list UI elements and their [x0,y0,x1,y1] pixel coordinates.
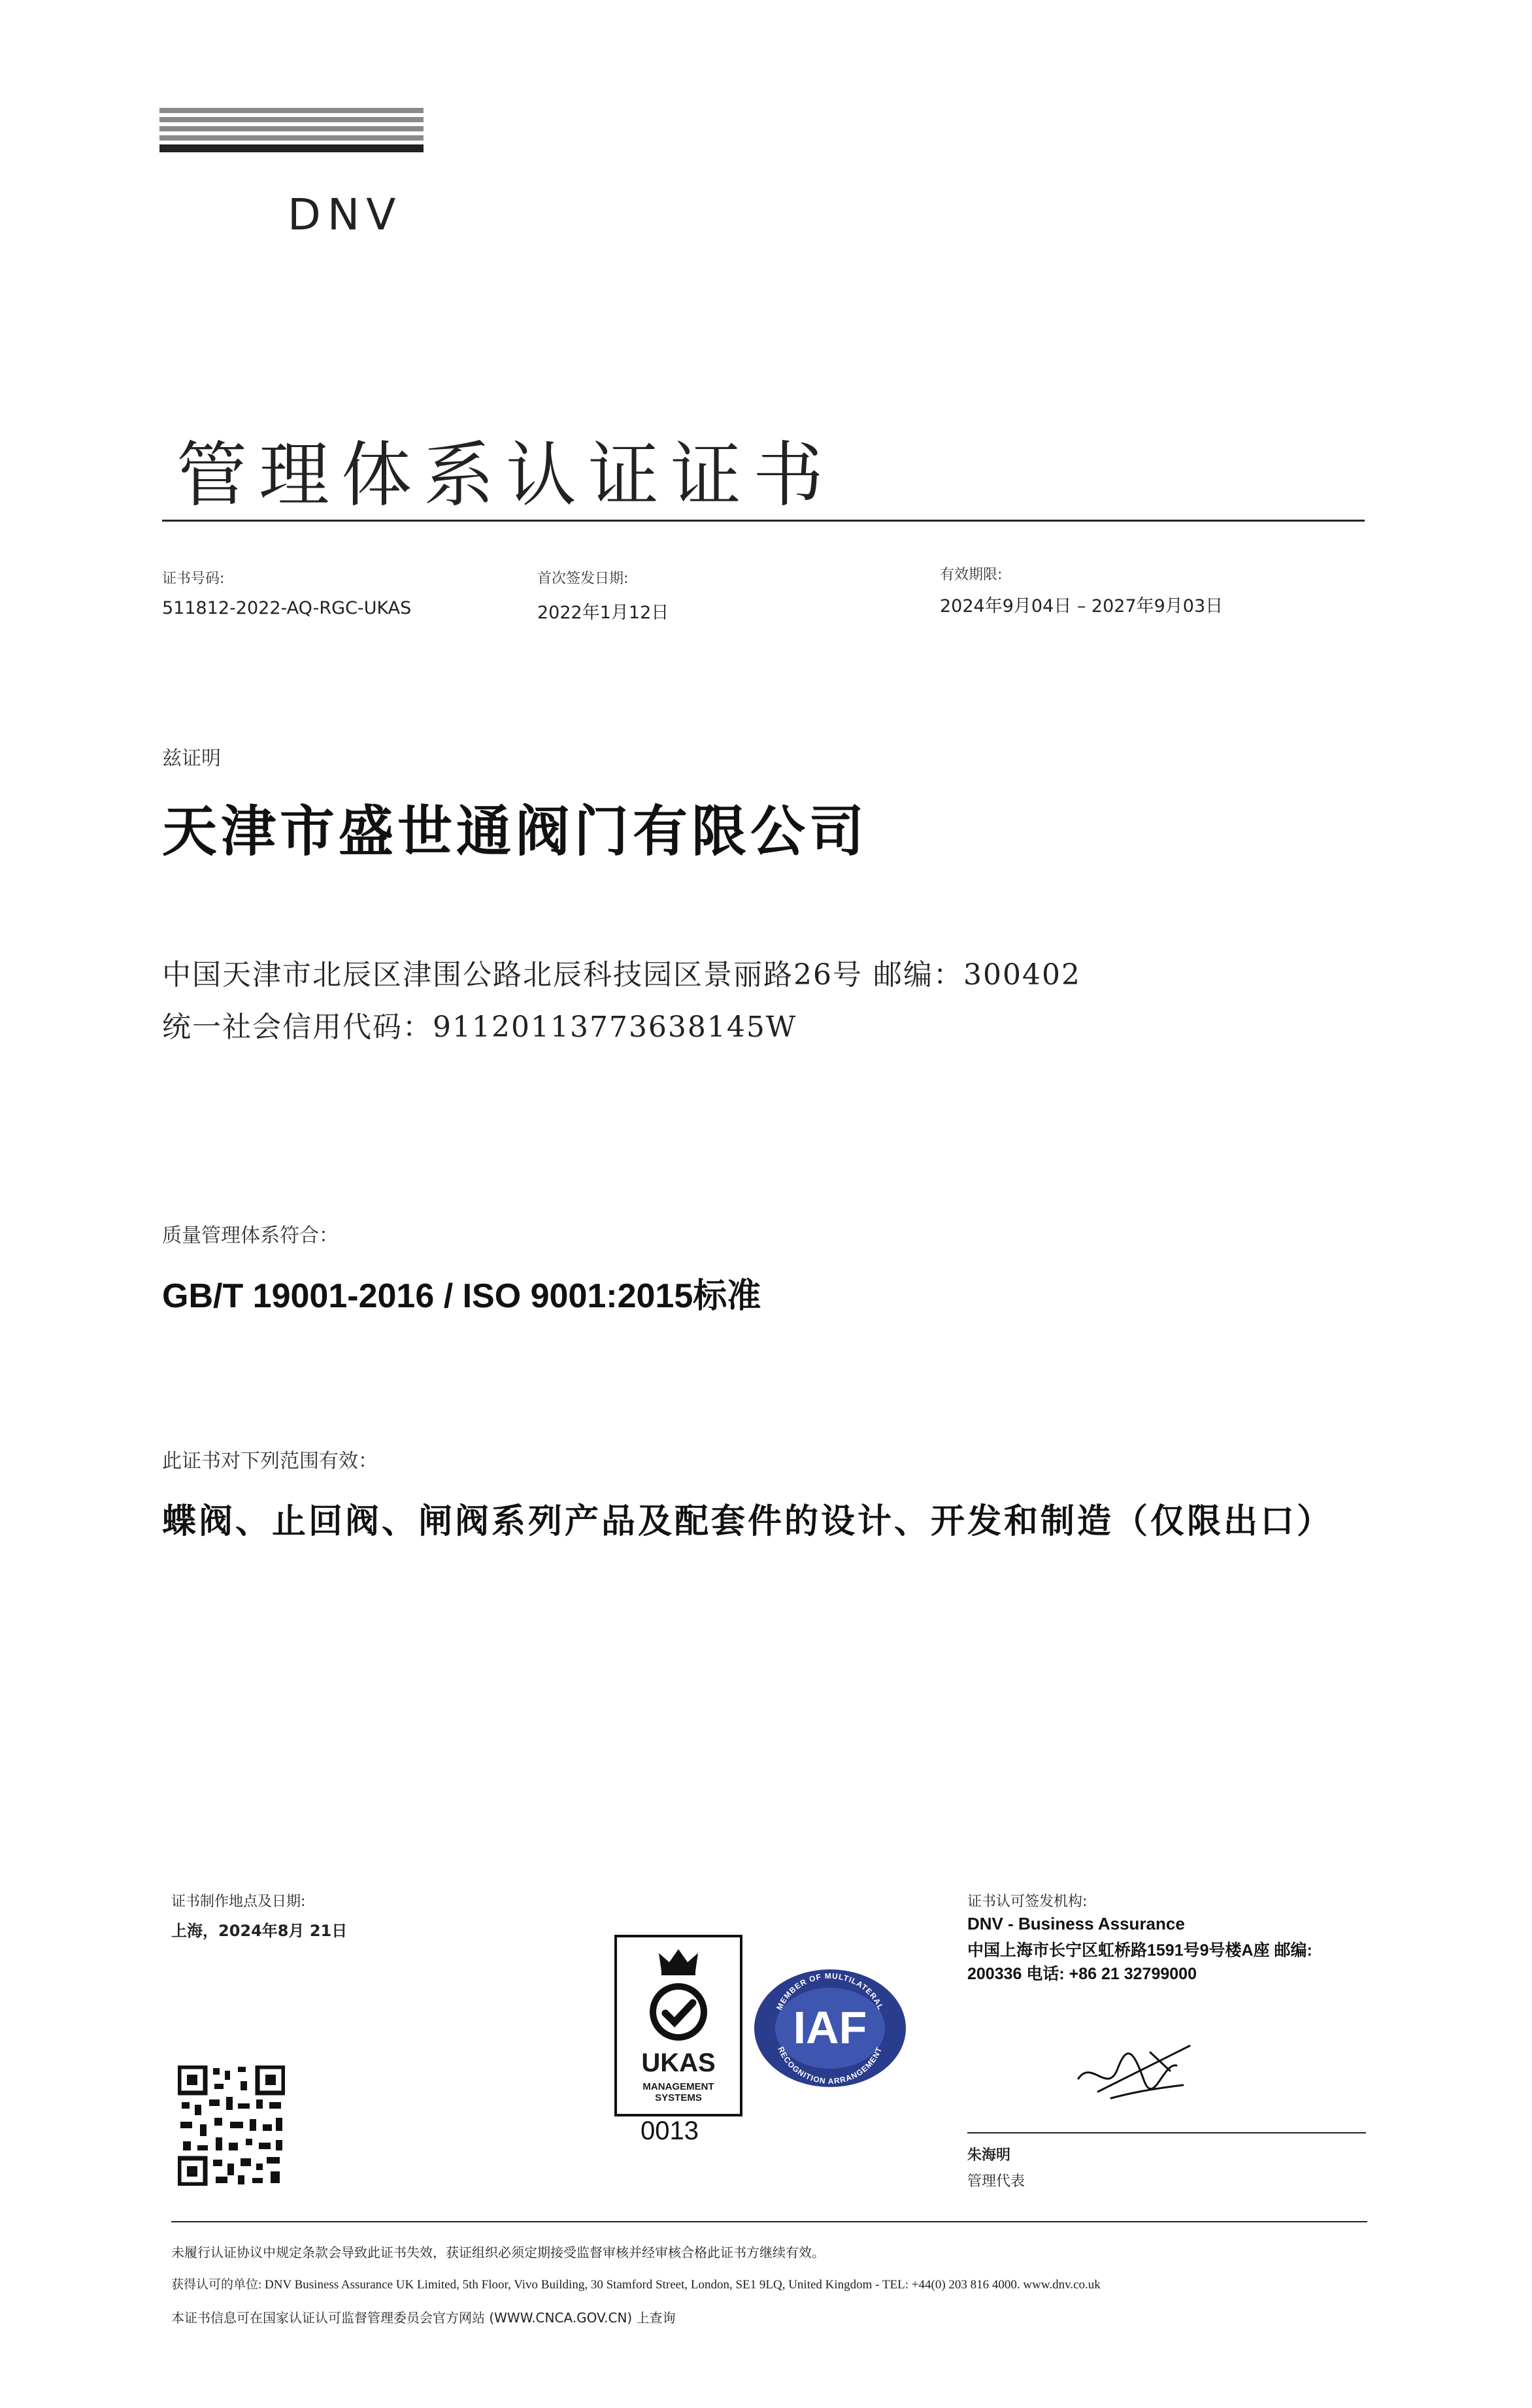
ukas-number: 0013 [641,2116,699,2145]
scope-label: 此证书对下列范围有效： [162,1450,378,1473]
ukas-sub-1: MANAGEMENT [642,2081,714,2092]
credit-code: 统一社会信用代码：91120113773638145W [162,1011,797,1044]
certificate-title: 管理体系认证证书 [176,435,836,516]
footer-line-3: 本证书信息可在国家认证认可监督管理委员会官方网站 (WWW.CNCA.GOV.CN) 上查询 [171,2310,676,2326]
ukas-title: UKAS [641,2048,716,2077]
first-issue-label: 首次签发日期: [537,571,629,587]
issuer-label: 证书认可签发机构: [967,1894,1088,1910]
check-icon [647,1981,710,2043]
iaf-logo [752,1966,908,2090]
crown-icon [658,1945,699,1977]
company-name: 天津市盛世通阀门有限公司 [162,799,869,863]
ukas-logo [614,1935,742,2116]
iaf-ring-bottom: RECOGNITION ARRANGEMENT [776,2045,884,2086]
footer-line-2: 获得认可的单位: DNV Business Assurance UK Limited, 5th Floor, Vivo Building, 30 Stamford Street, London, SE1 9LQ, United Kingdom - TEL: +44(0) 203 816 4000. www.dnv.co.uk [171,2278,1101,2292]
signature [1072,2033,1196,2105]
footer-divider [171,2221,1367,2222]
signatory-role: 管理代表 [967,2173,1025,2190]
dnv-logo-text: DNV [288,190,403,240]
dnv-logo-bars [159,108,424,156]
issue-place-label: 证书制作地点及日期: [171,1894,306,1910]
issuer-address-1: 中国上海市长宁区虹桥路1591号9号楼A座 邮编: [967,1941,1312,1960]
cert-no: 511812-2022-AQ-RGC-UKAS [162,598,412,618]
footer-line-1: 未履行认证协议中规定条款会导致此证书失效，获证组织必须定期接受监督审核并经审核合格此证书方继续有效。 [171,2245,825,2260]
certify-label: 兹证明 [162,747,221,770]
title-divider [162,520,1365,522]
issuer-name: DNV - Business Assurance [967,1914,1185,1933]
standard: GB/T 19001-2016 / ISO 9001:2015标准 [162,1277,761,1315]
signatory-name: 朱海明 [967,2147,1011,2164]
validity-period: 2024年9月04日 – 2027年9月03日 [940,596,1224,616]
signature-line [967,2132,1366,2133]
iaf-text: IAF [793,2002,867,2053]
qr-code [178,2065,285,2186]
conform-label: 质量管理体系符合： [162,1224,339,1247]
ukas-sub-2: SYSTEMS [655,2092,702,2103]
validity-label: 有效期限: [940,567,1003,583]
scope: 蝶阀、止回阀、闸阀系列产品及配套件的设计、开发和制造（仅限出口） [162,1502,1334,1541]
company-address: 中国天津市北辰区津围公路北辰科技园区景丽路26号 邮编：300402 [162,958,1081,992]
iaf-ring-top: MEMBER OF MULTILATERAL [774,1971,886,2012]
first-issue-date: 2022年1月12日 [537,603,669,623]
issuer-address-2: 200336 电话: +86 21 32799000 [967,1965,1197,1983]
cert-no-label: 证书号码: [162,571,225,587]
issue-place-date: 上海，2024年8月 21日 [171,1922,348,1940]
